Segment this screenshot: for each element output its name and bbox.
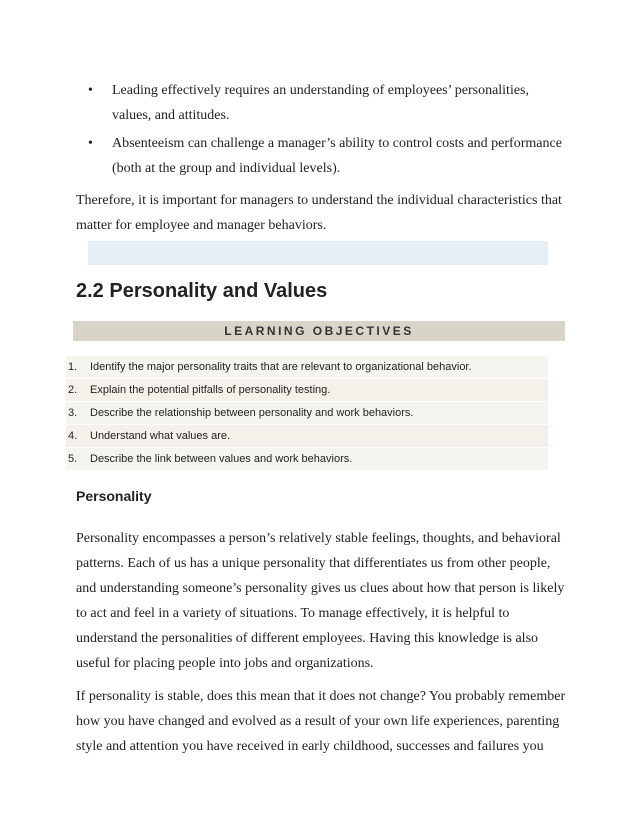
objective-text: Explain the potential pitfalls of personality testing. [90,384,331,396]
bullet-item [88,131,568,181]
objective-item [66,379,548,402]
objective-item [66,356,548,379]
learning-objectives-header: LEARNING OBJECTIVES [73,321,565,341]
learning-objectives-list [66,356,548,471]
objective-number: 5. [68,453,78,465]
objective-number: 3. [68,407,78,419]
objective-text: Describe the relationship between personality and work behaviors. [90,407,414,419]
personality-paragraph: Personality encompasses a person’s relatively stable feelings, thoughts, and behavioral patterns. Each of us has a unique personality that differentiates us from other people, and understanding someone’s personality gives us clues about how that person is likely to act and feel in a variety of situations. To manage effectively, it is helpful to understand the personalities of different employees. Having this knowledge is also useful for placing people into jobs and organizations. [76,531,565,671]
objective-number: 1. [68,361,78,373]
objective-text: Describe the link between values and work behaviors. [90,453,353,465]
objective-number: 4. [68,430,78,442]
objective-text: Identify the major personality traits that are relevant to organizational behavior. [90,361,472,373]
highlight-bar [88,241,548,265]
section-heading: 2.2 Personality and Values [76,280,328,302]
bullet-icon: • [88,136,93,151]
bullet-text: Leading effectively requires an understanding of employees’ personalities, values, and attitudes. [112,83,529,123]
objective-item [66,402,548,425]
bullet-icon: • [88,83,93,98]
personality-subheading: Personality [76,488,152,504]
objective-item [66,448,548,471]
objective-number: 2. [68,384,78,396]
stability-paragraph: If personality is stable, does this mean that it does not change? You probably remember how you have changed and evolved as a result of your own life experiences, parenting style and attention you have received in early childhood, successes and failures you [76,689,566,754]
bullet-text: Absenteeism can challenge a manager’s ability to control costs and performance (both at the group and individual levels). [112,136,562,176]
intro-bullet-list [88,78,568,184]
bullet-item [88,78,568,128]
objective-text: Understand what values are. [90,430,231,442]
therefore-paragraph: Therefore, it is important for managers to understand the individual characteristics that matter for employee and manager behaviors. [76,193,562,233]
objective-item [66,425,548,448]
